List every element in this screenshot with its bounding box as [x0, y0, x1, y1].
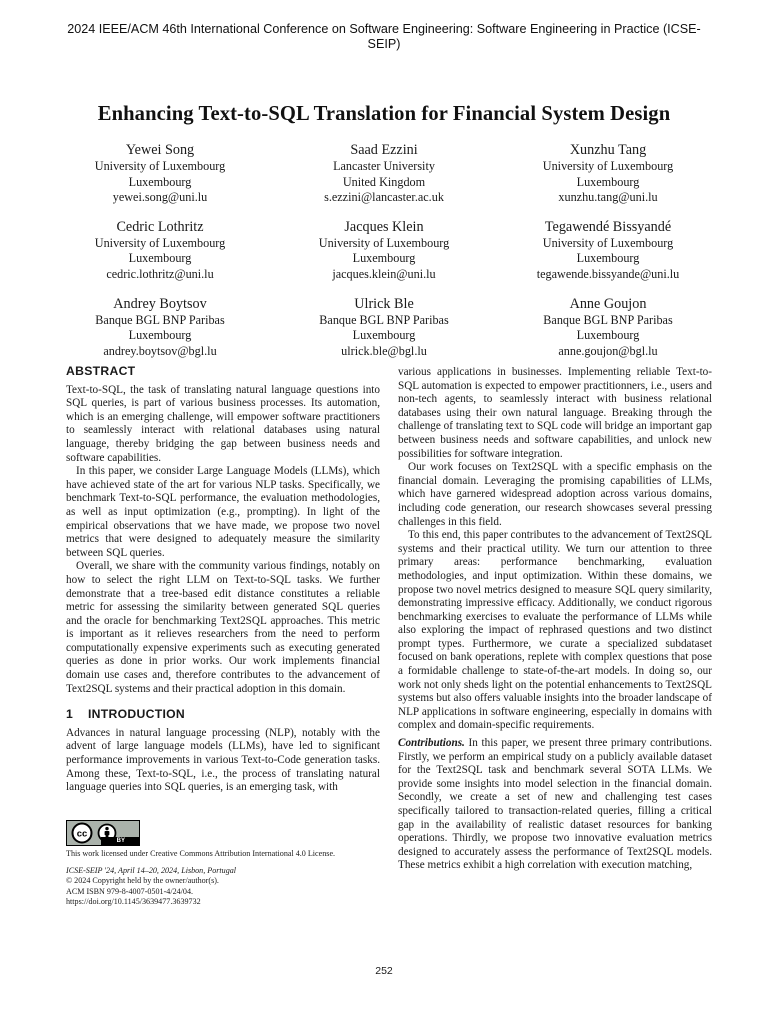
author-name: Yewei Song: [125, 142, 195, 158]
author-affiliation: University of Luxembourg: [542, 235, 674, 250]
left-column: [66, 365, 380, 795]
venue-line: ICSE-SEIP '24, April 14–20, 2024, Lisbon, Portugal: [66, 865, 237, 875]
author-card: [284, 141, 484, 206]
author-affiliation: Lancaster University: [333, 159, 435, 173]
publication-meta: [66, 866, 380, 908]
cc-by-badge: [66, 820, 140, 846]
author-card: [508, 141, 708, 206]
cc-icon-label: cc: [76, 828, 88, 840]
author-name: Andrey Boytsov: [113, 295, 207, 312]
author-affiliation: Banque BGL BNP Paribas: [95, 312, 225, 327]
copyright-line: © 2024 Copyright held by the owner/author(s).: [66, 876, 219, 886]
author-country: Luxembourg: [576, 174, 640, 189]
author-name: Saad Ezzini: [350, 142, 418, 158]
author-affiliation: University of Luxembourg: [94, 235, 226, 250]
author-row-2: [60, 218, 708, 283]
by-label: BY: [116, 838, 125, 844]
author-row-3: [60, 295, 708, 360]
introduction-heading: [66, 708, 380, 722]
page-number: 252: [375, 965, 393, 977]
author-card: [60, 218, 260, 283]
author-affiliation: University of Luxembourg: [542, 159, 674, 173]
author-affiliation: University of Luxembourg: [318, 235, 450, 250]
author-email[interactable]: s.ezzini@lancaster.ac.uk: [324, 190, 444, 205]
author-name: Cedric Lothritz: [116, 218, 204, 235]
abstract-heading: ABSTRACT: [66, 364, 136, 378]
author-country: United Kingdom: [342, 174, 426, 189]
author-country: Luxembourg: [128, 328, 192, 343]
author-card: [60, 295, 260, 360]
body-paragraph: Our work focuses on Text2SQL with a specific emphasis on the financial domain. Leveraging the promising capabilities of LLMs, which have garnered widespread adoption across various domains, including code generation, our research showcases several pressing challenges in this field.: [398, 461, 712, 528]
author-name: Ulrick Ble: [354, 295, 414, 312]
author-card: [508, 295, 708, 360]
contributions-text: In this paper, we present three primary contributions. Firstly, we perform an empirical study on a publicly available dataset for the Text2SQL task and benchmark several SOTA LLMs. We provide some insights into model selection in the financial domain. Secondly, we create a set of new and challenging test cases specifically tailored to transaction-related queries, filling a critical gap in the availability of realistic dataset resources for banking operations. Thirdly, we propose two innovative evaluation metrics designed to accurately assess the performance of Text2SQL models. These metrics exhibit a high correlation with execution matching,: [398, 737, 712, 872]
abstract-paragraph: Overall, we share with the community various findings, notably on how to select the right LLM on Text-to-SQL tasks. We further demonstrate that a tree-based edit distance constitutes a reliable metric for assessing the similarity between generated SQL queries and the oracle for benchmarking Text2SQL approaches. This metric is important as it relieves researchers from the need to perform computationally expensive experiments such as executing generated queries as done in prior works. Our work implements financial domain use cases and, therefore contributes to the advancement of Text2SQL systems and their practical adoption in this domain.: [66, 560, 380, 695]
author-affiliation: University of Luxembourg: [94, 159, 226, 173]
author-affiliation: Banque BGL BNP Paribas: [543, 312, 673, 327]
author-email[interactable]: cedric.lothritz@uni.lu: [106, 266, 214, 281]
paper-title: Enhancing Text-to-SQL Translation for Financial System Design: [97, 103, 671, 125]
author-email[interactable]: anne.goujon@bgl.lu: [558, 343, 658, 358]
contributions-label: Contributions.: [398, 737, 465, 750]
author-block: [60, 141, 708, 371]
license-footer: [66, 820, 380, 908]
section-number: 1: [66, 707, 74, 722]
author-country: Luxembourg: [128, 251, 192, 266]
contributions-paragraph: [398, 737, 712, 873]
author-name: Jacques Klein: [344, 218, 424, 235]
abstract-paragraph: In this paper, we consider Large Language Models (LLMs), which have achieved state of the art for various NLP tasks. Specifically, we benchmark Text-to-SQL performance, the evaluation methodologies, as well as input optimization (e.g., prompting). In light of the empirical observations that we have made, we propose two novel metrics that were designed to adequately measure the similarity between SQL queries.: [66, 465, 380, 559]
doi-link[interactable]: https://doi.org/10.1145/3639477.3639732: [66, 897, 201, 907]
author-email[interactable]: yewei.song@uni.lu: [112, 190, 208, 205]
author-card: [508, 218, 708, 283]
license-text: This work licensed under Creative Commons Attribution International 4.0 License.: [66, 849, 336, 858]
introduction-paragraph: Advances in natural language processing (NLP), notably with the advent of large language models (LLMs), have led to significant performance improvements in various Text-to-Code generation tasks. Among these, Text-to-SQL, i.e., the process of translating natural language queries into SQL queries, is an emerging task, with: [66, 726, 380, 794]
abstract-paragraph: Text-to-SQL, the task of translating natural language questions into SQL queries, is part of various business processes. Its automation, which is an emerging challenge, will empower software practitioners to seamlessly interact with relational databases using natural language, thereby bridging the gap between business needs and software capabilities.: [66, 383, 380, 464]
author-email[interactable]: tegawende.bissyande@uni.lu: [536, 266, 680, 281]
author-country: Luxembourg: [352, 251, 416, 266]
section-title: INTRODUCTION: [88, 707, 186, 722]
author-card: [284, 218, 484, 283]
author-email[interactable]: ulrick.ble@bgl.lu: [341, 343, 427, 358]
author-row-1: [60, 141, 708, 206]
author-country: Luxembourg: [352, 328, 416, 343]
author-card: [60, 141, 260, 206]
body-paragraph: To this end, this paper contributes to the advancement of Text2SQL systems and their practical utility. We turn our attention to three primary areas: performance benchmarking, evaluation methodologies, and input optimization. Within these domains, we propose two novel metrics designed to measure SQL query similarity, demonstrating impressive efficacy. Additionally, we conduct rigorous benchmarking exercises to evaluate the performance of LLMs while also exploring the impact of rephrased questions and two distinct prompt types. Furthermore, we curate a specialized subdataset focused on bank operations, replete with complex questions that pose a formidable challenge to state-of-the-art models. In doing so, our work not only sheds light on the potential enhancements to Text2SQL systems but also offers valuable insights into the broader landscape of NLP applications in software engineering, especially in domains with complex and domain-specific requirements.: [398, 529, 712, 732]
author-card: [284, 295, 484, 360]
conference-header: 2024 IEEE/ACM 46th International Conference on Software Engineering: Software Engineering in Practice (ICSE-SEIP): [67, 22, 701, 51]
author-name: Anne Goujon: [569, 295, 647, 312]
author-email[interactable]: jacques.klein@uni.lu: [332, 266, 436, 281]
author-name: Xunzhu Tang: [569, 142, 647, 158]
body-paragraph: various applications in businesses. Implementing reliable Text-to-SQL automation is expected to empower practitionners, i.e., users and non-tech agents, to seamlessly interact with business relational databases using their own natural language. Breaking through the challenge of translating text to SQL code will bridge an important gap between business needs and software capabilities, and unlock new possibilities for software integration.: [398, 366, 712, 460]
author-country: Luxembourg: [576, 251, 640, 266]
cc-icon: [71, 822, 93, 844]
author-affiliation: Banque BGL BNP Paribas: [319, 312, 449, 327]
author-name: Tegawendé Bissyandé: [544, 218, 672, 235]
author-email[interactable]: andrey.boytsov@bgl.lu: [103, 343, 217, 358]
author-country: Luxembourg: [128, 174, 192, 189]
author-email[interactable]: xunzhu.tang@uni.lu: [558, 190, 658, 205]
right-column: [398, 366, 712, 873]
isbn-line: ACM ISBN 979-8-4007-0501-4/24/04.: [66, 886, 194, 896]
author-country: Luxembourg: [576, 328, 640, 343]
